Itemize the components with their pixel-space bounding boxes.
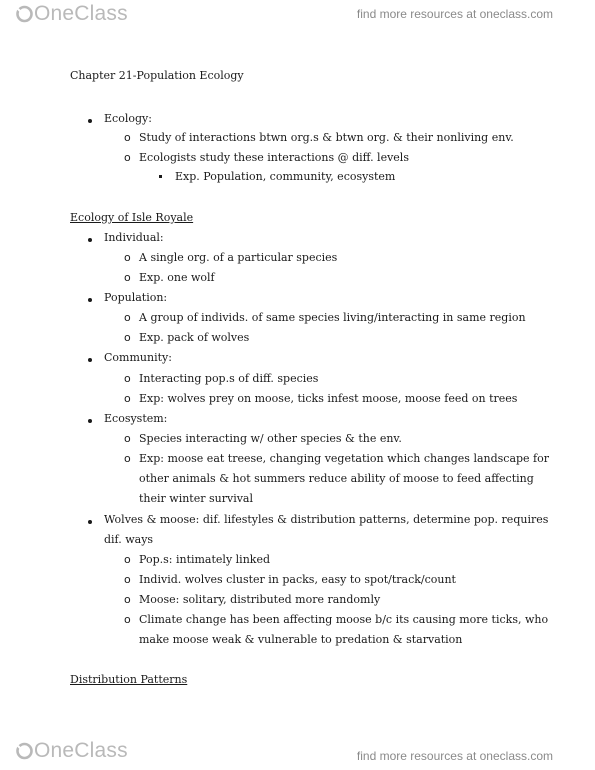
circle-bullet: o [124,311,131,324]
circle-bullet: o [124,573,131,586]
ecology-item: Study of interactions btwn org.s & btwn org. & their nonliving env. [139,131,514,144]
population-item: A group of individs. of same species living/interacting in same region [139,311,526,324]
circle-bullet: o [124,271,131,284]
circle-bullet: o [124,553,131,566]
oneclass-logo-footer[interactable] [16,739,128,763]
wolves-moose-item: Pop.s: intimately linked [139,553,270,566]
oneclass-logo[interactable] [16,2,128,26]
ecology-subitem: Exp. Population, community, ecosystem [175,170,396,183]
wolves-moose-item-line: Climate change has been affecting moose b/c its causing more ticks, who [139,613,549,626]
population-item: Exp. pack of wolves [139,331,250,344]
individual-item: Exp. one wolf [139,271,215,284]
bullet-dot [88,419,92,423]
footer-tagline[interactable]: find more resources at oneclass.com [356,749,553,763]
wolves-moose-item: Moose: solitary, distributed more randomly [139,593,381,606]
square-bullet [159,175,162,178]
circle-bullet: o [124,452,131,465]
ecosystem-label: Ecosystem: [104,412,168,425]
circle-bullet: o [124,131,131,144]
individual-label: Individual: [104,231,164,244]
circle-bullet: o [124,432,131,445]
header-tagline[interactable]: find more resources at oneclass.com [356,7,553,21]
distribution-patterns-heading: Distribution Patterns [70,673,188,686]
circle-bullet: o [124,593,131,606]
community-item: Exp: wolves prey on moose, ticks infest moose, moose feed on trees [139,392,518,405]
bullet-dot [88,520,92,524]
circle-bullet: o [124,331,131,344]
logo-text-one: One [34,739,75,762]
bullet-dot [88,298,92,302]
circle-bullet: o [124,613,131,626]
chapter-title: Chapter 21-Population Ecology [70,69,244,82]
logo-text-class: Class [74,2,128,25]
logo-text-class: Class [74,739,128,762]
circle-bullet: o [124,151,131,164]
bullet-dot [88,119,92,123]
logo-text-one: One [34,2,75,25]
circle-bullet: o [124,372,131,385]
wolves-moose-label: Wolves & moose: dif. lifestyles & distribution patterns, determine pop. requires [104,513,549,526]
oneclass-logo-icon [16,5,33,23]
ecosystem-item-line: their winter survival [139,492,254,505]
community-item: Interacting pop.s of diff. species [139,372,319,385]
circle-bullet: o [124,392,131,405]
wolves-moose-item-line: make moose weak & vulnerable to predation & starvation [139,633,463,646]
wolves-moose-label-cont: dif. ways [104,533,154,546]
individual-item: A single org. of a particular species [139,251,338,264]
isle-royale-heading: Ecology of Isle Royale [70,211,194,224]
ecology-item: Ecologists study these interactions @ diff. levels [139,151,409,164]
population-label: Population: [104,291,168,304]
wolves-moose-item: Individ. wolves cluster in packs, easy to spot/track/count [139,573,456,586]
ecosystem-item-line: other animals & hot summers reduce ability of moose to feed affecting [139,472,534,485]
oneclass-logo-icon [16,742,33,760]
community-label: Community: [104,351,172,364]
circle-bullet: o [124,251,131,264]
bullet-dot [88,238,92,242]
bullet-dot [88,358,92,362]
ecosystem-item-line: Exp: moose eat treese, changing vegetation which changes landscape for [139,452,550,465]
ecosystem-item: Species interacting w/ other species & the env. [139,432,402,445]
ecology-label: Ecology: [104,112,152,125]
